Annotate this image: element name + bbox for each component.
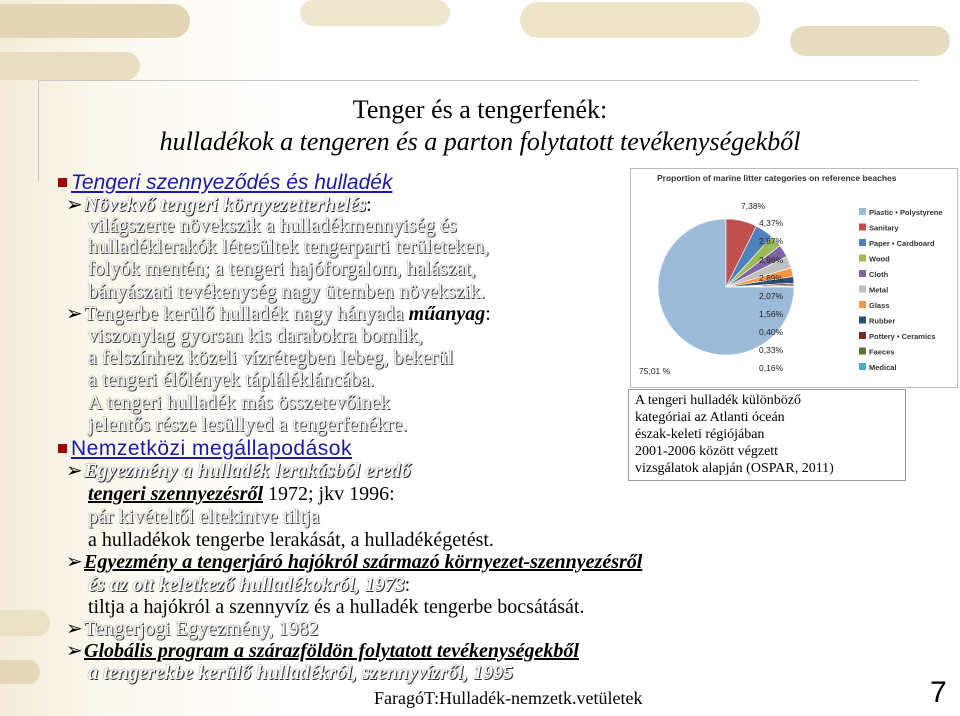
legend-label: Paper • Cardboard [869, 239, 935, 248]
bullet-line-5 [66, 619, 318, 640]
pie-data-label: 2,07% [759, 291, 784, 301]
emphasis-text: műanyag [408, 303, 486, 325]
arrow-bullet-icon: ➢ [66, 551, 83, 573]
legend-swatch [859, 224, 866, 231]
slide-title-line1: Tenger és a tengerfenék: [352, 95, 608, 124]
bullet-line-3 [66, 461, 411, 482]
arrow-bullet-icon: ➢ [66, 194, 83, 216]
legend-label: Metal [869, 285, 889, 295]
text-line [88, 484, 395, 505]
chart-title: Proportion of marine litter categories on reference beaches [657, 173, 897, 183]
square-bullet-icon [58, 444, 67, 453]
legend-swatch [859, 208, 866, 215]
emphasis-text: tengeri szennyezésről [88, 483, 263, 505]
text-line: világszerte növekszik a hulladékmennyiség és [88, 215, 457, 237]
decor-pill-2 [300, 0, 450, 26]
bullet-line-1 [66, 195, 372, 216]
pie-chart-panel [630, 168, 958, 388]
pie-data-label: 7,38% [741, 201, 766, 211]
legend-swatch [859, 270, 866, 277]
decor-pill-5 [0, 52, 140, 80]
pie-data-label: 0,40% [759, 327, 784, 337]
decor-pill-4 [790, 26, 950, 56]
legend-label: Cloth [869, 270, 889, 279]
legend-label: Wood [869, 254, 890, 264]
emphasis-text: és az ott keletkező hulladékokról, 1973 [88, 574, 405, 596]
slide-title-line2: hulladékok a tengeren és a parton folytatott tevékenységekből [159, 127, 801, 156]
legend-label: Medical [869, 363, 897, 372]
chart-caption [628, 389, 906, 481]
arrow-bullet-icon: ➢ [66, 460, 83, 482]
text: Tengerbe kerülő hulladék nagy hányada [84, 303, 409, 325]
text-line: a felszínhez közeli vízrétegben lebeg, bekerül [88, 347, 454, 369]
decor-pill-6 [0, 610, 50, 636]
emphasis-text: Egyezmény a tengerjáró hajókról származó környezet-szennyezésről [84, 551, 643, 573]
emphasis-text: a tengerekbe kerülő hulladékról, szennyvízről, 1995 [88, 662, 514, 684]
text: : [366, 194, 372, 216]
pie-data-label: 2,87% [759, 236, 784, 246]
legend-swatch [859, 301, 866, 308]
legend-label: Pottery • Ceramics [869, 332, 936, 341]
arrow-bullet-icon: ➢ [66, 618, 83, 640]
pie-data-label: 0,16% [759, 363, 784, 373]
legend-label: Faeces [869, 347, 895, 357]
legend-label: Rubber [869, 316, 896, 326]
text-line: pár kivételtől eltekintve tiltja [88, 506, 320, 528]
arrow-bullet-icon: ➢ [66, 303, 83, 325]
text: 1972; jkv 1996: [263, 483, 395, 505]
legend-swatch [859, 317, 866, 324]
bullet-line-6 [66, 641, 579, 662]
pie-data-label: 2,89% [759, 273, 784, 283]
emphasis-text: Globális program a szárazföldön folytatott tevékenységekből [84, 640, 579, 662]
legend-swatch [859, 363, 866, 370]
pie-chart [631, 169, 957, 387]
text-line: hulladéklerakók létesültek tengerparti területeken, [88, 236, 489, 258]
text-line [88, 575, 410, 596]
pie-data-label: 2,96% [759, 255, 784, 265]
legend-label: Plastic • Polystyrene [869, 208, 943, 217]
legend-swatch [859, 332, 866, 339]
text-line: bányászati tevékenység nagy ütemben növekszik. [88, 281, 486, 303]
text-line: folyók mentén; a tengeri hajóforgalom, halászat, [88, 258, 476, 280]
page-number: 7 [930, 676, 947, 709]
text-line: a hulladékok tengerbe lerakását, a hulladékégetést. [88, 529, 494, 551]
bullet-line-2 [66, 304, 491, 325]
pie-data-label: 0,33% [759, 345, 784, 355]
decor-pill-3 [520, 2, 760, 38]
legend-swatch [859, 286, 866, 293]
section-heading-pollution [58, 172, 392, 193]
arrow-bullet-icon: ➢ [66, 640, 83, 662]
text-line: A tengeri hulladék más összetevőinek [88, 392, 391, 414]
pie-data-label: 1,56% [759, 309, 784, 319]
pie-data-label: 4,37% [759, 218, 784, 228]
decor-pill-1 [0, 4, 190, 38]
text-line: jelentős része lesüllyed a tengerfenékre. [88, 414, 408, 436]
text-line: viszonylag gyorsan kis darabokra bomlik, [88, 325, 423, 347]
footer-text: FaragóT:Hulladék-nemzetk.vetületek [374, 688, 643, 708]
square-bullet-icon [58, 178, 67, 187]
legend-swatch [859, 239, 866, 246]
caption-line: A tengeri hulladék különböző [635, 393, 802, 408]
caption-line: vizsgálatok alapján (OSPAR, 2011) [635, 461, 834, 476]
legend-label: Glass [869, 301, 890, 310]
legend-label: Sanitary [869, 223, 899, 233]
emphasis-text: Egyezmény a hulladék lerakásból eredő [84, 460, 411, 482]
text-line: a tengeri élőlények táplálékláncába. [88, 369, 375, 391]
text-line [88, 663, 513, 684]
pie-data-label: 75,01 % [639, 366, 671, 376]
text: : [485, 303, 491, 325]
bullet-line-4 [66, 552, 642, 573]
section-heading-text: Nemzetközi megállapodások [71, 437, 352, 460]
section-heading-text: Tengeri szennyeződés és hulladék [71, 171, 393, 194]
legend-swatch [859, 255, 866, 262]
caption-line: 2001-2006 között végzett [635, 444, 779, 459]
decor-pill-7 [0, 660, 40, 684]
legend-swatch [859, 348, 866, 355]
caption-line: észak-keleti régiójában [635, 427, 765, 442]
caption-line: kategóriai az Atlanti óceán [635, 410, 785, 425]
text-line: tiltja a hajókról a szennyvíz és a hulladék tengerbe bocsátását. [88, 596, 585, 618]
emphasis-text: Növekvő tengeri környezetterhelés [84, 194, 367, 216]
section-heading-agreements [58, 438, 352, 459]
text: : [404, 574, 411, 596]
text: Tengerjogi Egyezmény, 1982 [84, 618, 319, 640]
